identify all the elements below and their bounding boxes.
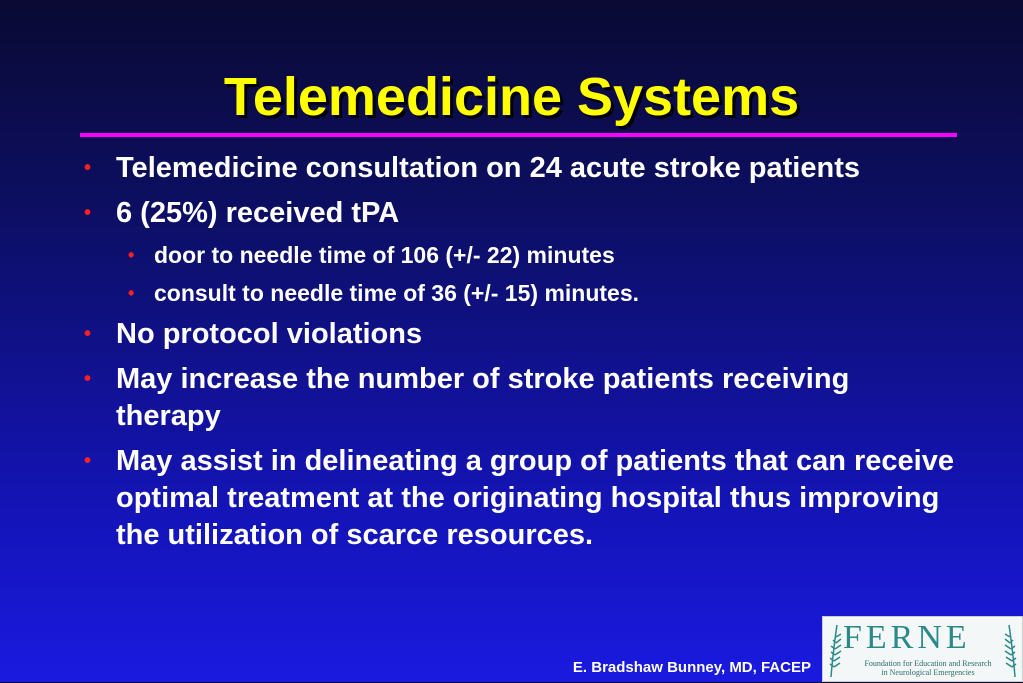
presenter-credit: E. Bradshaw Bunney, MD, FACEP (572, 659, 811, 676)
sub-bullet-item (128, 240, 960, 270)
bullet-dot-icon: • (128, 245, 135, 265)
bullet-item (80, 150, 960, 187)
bullet-item (80, 195, 960, 232)
ferne-logo (822, 616, 1023, 682)
bullet-item (80, 361, 960, 435)
bullet-text: No protocol violations (116, 318, 423, 350)
bullet-text: May increase the number of stroke patients receiving therapy (116, 363, 850, 432)
bullet-text: Telemedicine consultation on 24 acute stroke patients (116, 152, 860, 184)
bullet-text: consult to needle time of 36 (+/- 15) minutes. (154, 280, 640, 306)
bullet-text: May assist in delineating a group of patients that can receive optimal treatment at the originating hospital thus improving the utilization of scarce resources. (116, 445, 954, 551)
bullet-dot-icon: • (84, 450, 92, 472)
bullet-text: door to needle time of 106 (+/- 22) minutes (154, 242, 615, 268)
title-divider (80, 133, 957, 137)
slide-title: Telemedicine Systems (223, 67, 800, 127)
bullet-dot-icon: • (84, 323, 92, 345)
bullet-dot-icon: • (84, 368, 92, 390)
bullet-item (80, 443, 960, 554)
bullet-list (80, 150, 960, 562)
bullet-dot-icon: • (128, 283, 135, 303)
bullet-dot-icon: • (84, 157, 92, 179)
bullet-text: 6 (25%) received tPA (116, 197, 400, 229)
bullet-item (80, 316, 960, 353)
logo-subtitle: Foundation for Education and Research in Neurological Emergencies (864, 659, 992, 677)
logo-wordmark: FERNE (843, 619, 971, 656)
sub-bullet-item (128, 278, 960, 308)
bullet-dot-icon: • (84, 202, 92, 224)
